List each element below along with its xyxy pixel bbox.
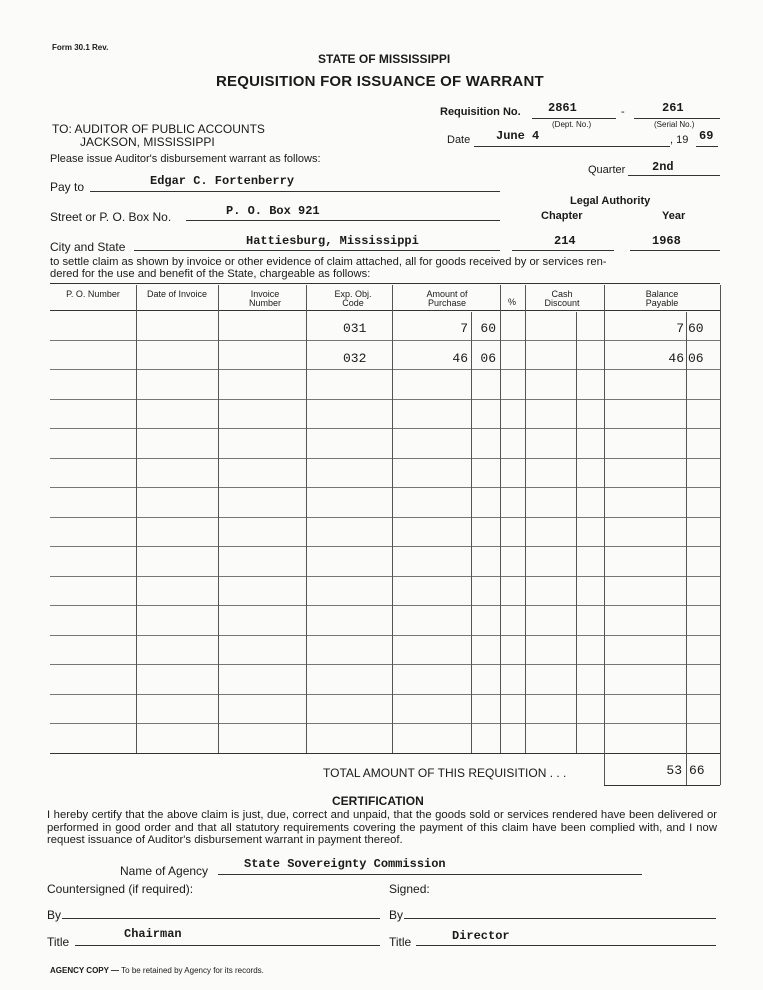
date-label: Date [447, 134, 471, 146]
total-cents: 66 [689, 763, 705, 778]
total-label: TOTAL AMOUNT OF THIS REQUISITION . . . [323, 766, 567, 780]
balance-cents-cell: 06 [688, 351, 704, 366]
serial-number: 261 [662, 101, 684, 115]
legal-year-value: 1968 [652, 234, 681, 248]
exp-code-cell: 031 [343, 321, 367, 336]
header-amount-of-purchase: Amount of Purchase [426, 289, 468, 308]
date-value: June 4 [496, 129, 540, 143]
pay-to-label: Pay to [50, 180, 85, 194]
header-invoice-number: Invoice Number [248, 289, 281, 308]
header-date-of-invoice: Date of Invoice [146, 289, 208, 299]
amount-dollars-cell: 46 [452, 351, 468, 366]
serial-no-label: (Serial No.) [654, 120, 695, 129]
countersigned-label: Countersigned (if required): [47, 882, 194, 896]
agency-label: Name of Agency [120, 864, 209, 878]
amount-cents-cell: 06 [480, 351, 496, 366]
certification-title: CERTIFICATION [332, 794, 424, 808]
amount-dollars-cell: 7 [460, 321, 468, 336]
requisition-dash: - [621, 106, 625, 118]
quarter-label: Quarter [588, 164, 626, 176]
state-heading: STATE OF MISSISSIPPI [318, 52, 451, 66]
title-label-right: Title [389, 935, 412, 949]
legal-authority-label: Legal Authority [570, 195, 651, 207]
header-percent: % [507, 297, 516, 307]
title-label-left: Title [47, 935, 70, 949]
form-title: REQUISITION FOR ISSUANCE OF WARRANT [216, 73, 544, 90]
year-value: 69 [699, 129, 714, 143]
quarter-value: 2nd [652, 160, 674, 174]
form-number: Form 30.1 Rev. [52, 43, 109, 52]
city-value: Hattiesburg, Mississippi [246, 234, 419, 248]
chapter-label: Chapter [541, 210, 583, 222]
instruction-text: Please issue Auditor's disbursement warrant as follows: [50, 153, 321, 165]
left-title-value: Chairman [124, 927, 182, 941]
header-po-number: P. O. Number [66, 289, 120, 299]
signed-label: Signed: [389, 882, 430, 896]
street-label: Street or P. O. Box No. [50, 210, 172, 224]
dept-no-label: (Dept. No.) [552, 120, 592, 129]
by-label-right: By [389, 908, 404, 922]
amount-cents-cell: 60 [480, 321, 496, 336]
requisition-label: Requisition No. [440, 106, 521, 118]
certification-text: I hereby certify that the above claim is just, due, correct and unpaid, that the goods sold or services rendered have been delivered or performed in good order and that all statutory requirements covering the payment of this claim have been complied with, and I now request issuance of Auditor's disbursement warrant in payment thereof. [47, 809, 717, 846]
header-balance-payable: Balance Payable [645, 289, 679, 308]
settle-text-1: to settle claim as shown by invoice or other evidence of claim attached, all for goods received by or services ren- [50, 256, 607, 268]
pay-to-value: Edgar C. Fortenberry [150, 174, 295, 188]
street-value: P. O. Box 921 [226, 204, 320, 218]
year-prefix: , 19 [670, 134, 689, 146]
right-title-value: Director [452, 929, 510, 943]
chapter-value: 214 [554, 234, 576, 248]
agency-value: State Sovereignty Commission [244, 857, 446, 871]
city-label: City and State [50, 240, 126, 254]
addressee-line-2: JACKSON, MISSISSIPPI [80, 135, 215, 149]
balance-cents-cell: 60 [688, 321, 704, 336]
year-label: Year [662, 210, 686, 222]
agency-copy-note: To be retained by Agency for its records. [121, 966, 264, 975]
header-cash-discount: Cash Discount [544, 289, 580, 308]
agency-copy-label: AGENCY COPY — [50, 966, 120, 975]
addressee-line-1: TO: AUDITOR OF PUBLIC ACCOUNTS [52, 122, 265, 136]
footer-note [50, 966, 264, 975]
by-label-left: By [47, 908, 62, 922]
exp-code-cell: 032 [343, 351, 367, 366]
settle-text-2: dered for the use and benefit of the State, chargeable as follows: [50, 268, 371, 280]
balance-dollars-cell: 7 [676, 321, 684, 336]
header-exp-obj-code: Exp. Obj. Code [334, 289, 372, 308]
total-dollars: 53 [666, 763, 682, 778]
balance-dollars-cell: 46 [668, 351, 684, 366]
dept-number: 2861 [548, 101, 577, 115]
